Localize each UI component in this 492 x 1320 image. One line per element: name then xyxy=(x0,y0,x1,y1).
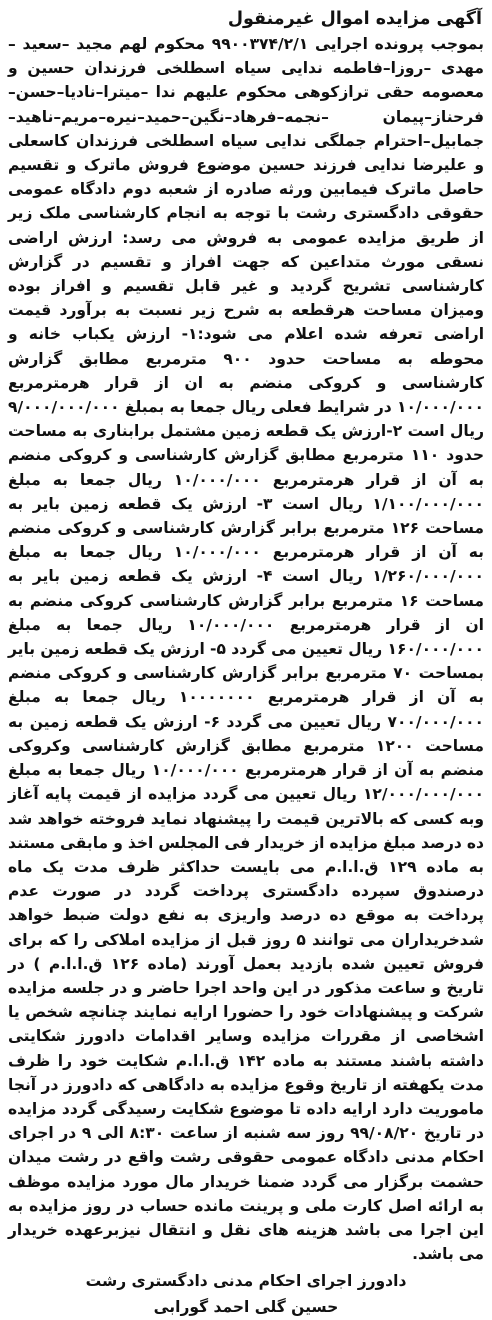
notice-body: بموجب پرونده اجرایی ۹۹۰۰۳۷۴/۲/۱ محکوم لهم مجید –سعید –مهدی –روزا–فاطمه ندایی سیاه اسطلخی فرزندان حسین و معصومه حقی ترازکوهی محکوم علیهم ندا –میترا–نادیا–حسن–فرحناز–پیمان –نجمه–فرهاد–نگین–حمید–نیره–مریم–ناهید–جمابیل–احترام جملگی ندایی سیاه اسطلخی فرزندان کاسعلی و علیرضا ندایی فرزند حسین موضوع فروش ماترک و تقسیم حاصل ماترک فیمابین ورثه صادره از شعبه دوم دادگاه عمومی حقوقی دادگستری رشت با توجه به انجام کارشناسی ملک زیر از طریق مزایده عمومی به فروش می رسد: ارزش اراضی نسقی مورث متداعین که جهت افراز و تقسیم در گزارش کارشناسی تشریح گردید و غیر قابل تقسیم و افراز بوده ومیزان مساحت هرقطعه به شرح زیر نسبت به برآورد قیمت اراضی تعرفه شده اعلام می شود:۱- ارزش یکباب خانه و محوطه به مساحت حدود ۹۰۰ مترمربع مطابق گزارش کارشناسی و کروکی منضم به ان از قرار هرمترمربع ۱۰/۰۰۰/۰۰۰ در شرایط فعلی ریال جمعا به بمبلغ ۹/۰۰۰/۰۰۰/۰۰۰ ریال است ۲-ارزش یک قطعه زمین مشتمل برابناری به مساحت حدود ۱۱۰ مترمربع مطابق گزارش کارشناسی و کروکی منضم به آن از قرار هرمترمربع ۱۰/۰۰۰/۰۰۰ ریال جمعا به مبلغ ۱/۱۰۰/۰۰۰/۰۰۰ ریال است ۳- ارزش یک قطعه زمین بایر به مساحت ۱۲۶ مترمربع برابر گزارش کارشناسی و کروکی منضم به آن از قرار هرمترمربع ۱۰/۰۰۰/۰۰۰ ریال جمعا به مبلغ ۱/۲۶۰/۰۰۰/۰۰۰ ریال است ۴- ارزش یک قطعه زمین بایر به مساحت ۱۶ مترمربع برابر گزارش کارشناسی کروکی منضم به ان از قرار هرمترمربع ۱۰/۰۰۰/۰۰۰ ریال جمعا به مبلغ ۱۶۰/۰۰۰/۰۰۰ ریال تعیین می گردد ۵- ارزش یک قطعه زمین بایر بمساحت ۷۰ مترمربع برابر گزارش کارشناسی و کروکی منضم به آن از قرار هرمترمربع ۱۰۰۰۰۰۰۰ ریال جمعا به مبلغ ۷۰۰/۰۰۰/۰۰۰ ریال تعیین می گردد ۶- ارزش یک قطعه زمین به مساحت ۱۲۰۰ مترمربع مطابق گزارش کارشناسی وکروکی منضم به آن از قرار هرمترمربع ۱۰/۰۰۰/۰۰۰ ریال جمعا به مبلغ ۱۲/۰۰۰/۰۰۰/۰۰۰ ریال تعیین می گردد مزایده از قیمت پایه آغاز وبه کسی که بالاترین قیمت را پیشنهاد نماید فروخته خواهد شد ده درصد مبلغ مزایده از خریدار فی المجلس اخذ و مابقی مستند به ماده ۱۲۹ ق.ا.ا.م می بایست حداکثر ظرف مدت یک ماه درصندوق سپرده دادگستری پرداخت گردد در صورت عدم پرداخت به موقع ده درصد واریزی به نفع دولت ضبط خواهد شدخریداران می توانند ۵ روز قبل از مزایده املاکی را که برای فروش تعیین شده بازدید بعمل آورند (ماده ۱۲۶ ق.ا.ا.م ) در تاریخ و ساعت مذکور در این واحد اجرا حاضر و در جلسه مزایده شرکت و پیشنهادات خود را حضورا ارایه نمایند چنانچه شخص یا اشخاصی از مقررات مزایده وسایر اقدامات دادورز شکایتی داشته باشند مستند به ماده ۱۴۲ ق.ا.ا.م شکایت خود را ظرف مدت یکهفته از تاریخ وقوع مزایده به دادگاهی که دادورز در آنجا ماموریت دارد ارایه داده تا موضوع شکایت رسیدگی گردد مزایده در تاریخ ۹۹/۰۸/۲۰ روز سه شنبه از ساعت ۸:۳۰ الی ۹ در اجرای احکام مدنی دادگاه عمومی حقوقی رشت واقع در رشت میدان حشمت برگزار می گردد ضمنا خریدار مال مورد مزایده موظف به ارائه اصل کارت ملی و پرینت مانده حساب در روز مزایده به این اجرا می باشد هزینه های نقل و انتقال نیزبرعهده خریدار می باشد. xyxy=(8,35,485,1264)
signature-office: دادورز اجرای احکام مدنی دادگستری رشت xyxy=(85,1272,407,1291)
signature-block xyxy=(8,1268,484,1320)
signature-name: حسین گلی احمد گورابی xyxy=(153,1298,339,1317)
notice-title: آگهی مزایده اموال غیرمنقول xyxy=(227,9,482,29)
auction-notice xyxy=(8,6,484,1320)
